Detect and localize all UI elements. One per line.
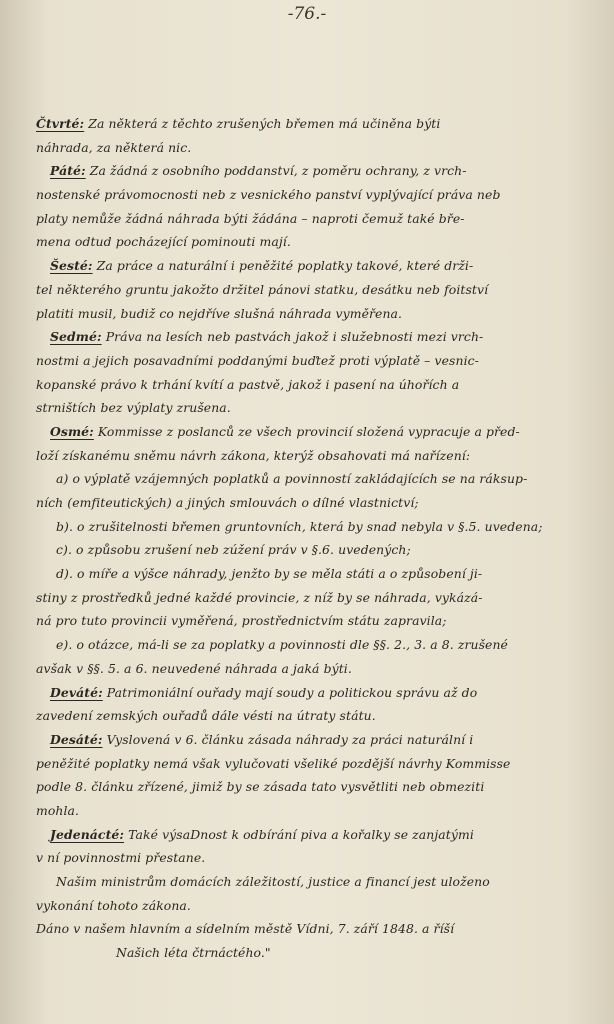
text-line: loží získanému sněmu návrh zákona, kterýž obsahovati má nařízení: xyxy=(36,447,471,463)
text-line: ná pro tuto provincii vyměřená, prostřednictvím státu zapravila; xyxy=(36,613,447,629)
paragraph-heading: Deváté: xyxy=(50,684,103,700)
text-line: platiti musil, budiž co nejdříve slušná náhrada vyměřena. xyxy=(36,305,403,321)
text-line: Dáno v našem hlavním a sídelním městě Vídni, 7. září 1848. a říší xyxy=(36,921,455,937)
line-text: Patrimoniální ouřady mají soudy a politickou správu až do xyxy=(106,684,478,700)
text-line: zavedení zemských ouřadů dále vésti na útraty státu. xyxy=(36,708,376,724)
text-line: tel některého gruntu jakožto držitel pánovi statku, desátku neb foitství xyxy=(36,281,489,297)
line-text: Kommisse z poslanců ze všech provincií složená vypracuje a před- xyxy=(97,423,520,439)
paragraph-heading: Jedenácté: xyxy=(50,826,125,842)
text-line: kopanské právo k trhání kvítí a pastvě, jakož i pasení na úhořích a xyxy=(36,376,460,392)
text-line: mena odtud pocházející pominouti mají. xyxy=(36,234,291,250)
text-line: v ní povinnostmi přestane. xyxy=(36,850,206,866)
paragraph-heading: Šesté: xyxy=(50,258,93,274)
text-line: ních (emfiteutických) a jiných smlouvách o dílné vlastnictví; xyxy=(36,495,419,510)
text-line xyxy=(36,325,596,349)
paragraph-heading: Páté: xyxy=(50,163,86,179)
text-line xyxy=(36,159,596,183)
paragraph-heading: Desáté: xyxy=(50,731,103,747)
paragraph-heading: Sedmé: xyxy=(50,329,102,345)
text-line xyxy=(36,728,596,752)
text-line xyxy=(36,112,596,136)
text-line: d). o míře a výšce náhrady, jenžto by se měla státi a o způsobení ji- xyxy=(56,566,483,582)
text-line: Našim ministrům domácích záležitostí, justice a financí jest uloženo xyxy=(56,874,490,889)
text-line: c). o způsobu zrušení neb zúžení práv v §.6. uvedených; xyxy=(56,542,411,558)
line-text: Za práce a naturální i peněžité poplatky takové, které drži- xyxy=(96,258,474,274)
line-text: Práva na lesích neb pastvách jakož i služebnosti mezi vrch- xyxy=(105,329,484,345)
text-line: náhrada, za některá nic. xyxy=(36,139,192,155)
text-line: avšak v §§. 5. a 6. neuvedené náhrada a jaká býti. xyxy=(36,660,352,676)
text-line: peněžité poplatky nemá však vylučovati všeliké pozdější návrhy Kommisse xyxy=(36,755,511,771)
paragraph-heading: Osmé: xyxy=(50,423,94,439)
line-text: Za žádná z osobního poddanství, z poměru ochrany, z vrch- xyxy=(89,163,467,179)
text-line: e). o otázce, má-li se za poplatky a povinnosti dle §§. 2., 3. a 8. zrušené xyxy=(56,637,508,653)
line-text: Také výsaDnost k odbírání piva a kořalky se zanjatými xyxy=(128,826,474,842)
paragraph-heading: Čtvrté: xyxy=(36,116,85,131)
text-line xyxy=(36,420,596,444)
text-line: podle 8. článku zřízené, jimiž by se zásada tato vysvětliti neb obmeziti xyxy=(36,779,485,795)
text-line xyxy=(36,681,596,705)
text-line: nostenské právomocnosti neb z vesnického panství vyplývající práva neb xyxy=(36,187,501,203)
text-line: mohla. xyxy=(36,802,80,818)
page-number: -76.- xyxy=(287,4,327,24)
text-line: stiny z prostředků jedné každé provincie, z níž by se náhrada, vykázá- xyxy=(36,589,483,605)
text-line: b). o zrušitelnosti břemen gruntovních, která by snad nebyla v §.5. uvedena; xyxy=(56,518,543,534)
text-line: a) o výplatě vzájemných poplatků a povinností zakládajících se na ráksup- xyxy=(56,471,528,487)
text-line: nostmi a jejich posavadními poddanými buďtež proti výplatě – vesnic- xyxy=(36,352,479,368)
text-line: Našich léta čtrnáctého." xyxy=(116,945,271,961)
line-text: Vyslovená v 6. článku zásada náhrady za práci naturální i xyxy=(106,731,474,747)
text-line xyxy=(36,254,596,278)
line-text: Za některá z těchto zrušených břemen má učiněna býti xyxy=(88,116,441,131)
text-line xyxy=(36,823,596,847)
text-line: platy nemůže žádná náhrada býti žádána – naproti čemuž také bře- xyxy=(36,210,465,226)
text-line: vykonání tohoto zákona. xyxy=(36,897,191,913)
manuscript-text xyxy=(36,112,596,965)
text-line: strništích bez výplaty zrušena. xyxy=(36,400,231,416)
